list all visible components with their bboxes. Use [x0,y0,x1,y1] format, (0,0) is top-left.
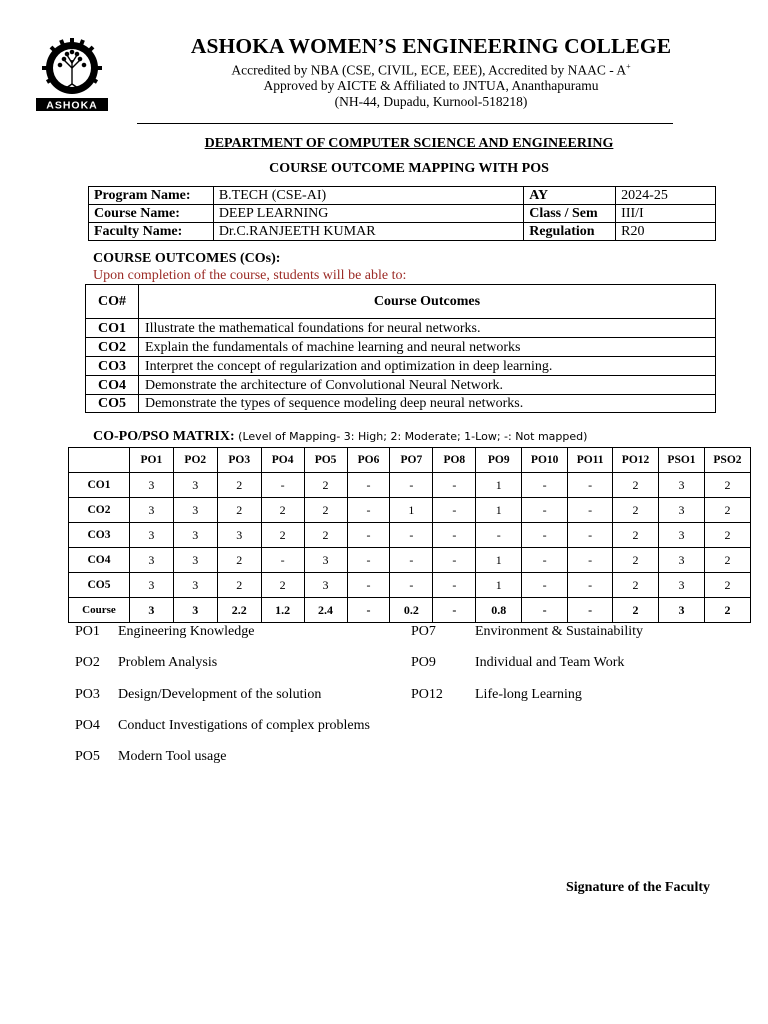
matrix-col-header: PSO2 [704,448,750,473]
matrix-cell: 2 [704,598,750,623]
matrix-cell: 2 [613,598,659,623]
matrix-cell: - [433,573,476,598]
matrix-col-header: PO7 [390,448,433,473]
po-code: PO2 [75,655,100,671]
matrix-col-header: PO9 [476,448,522,473]
matrix-cell: - [433,473,476,498]
co-number-header: CO# [86,285,139,319]
matrix-cell: - [347,598,390,623]
matrix-cell: 2 [304,473,347,498]
outcomes-intro: Upon completion of the course, students will be able to: [93,268,407,283]
co-po-matrix-table [68,447,751,623]
faculty-label: Faculty Name: [89,223,214,241]
matrix-heading: CO-PO/PSO MATRIX: [93,429,235,444]
po-name: Problem Analysis [118,655,218,671]
matrix-cell: 2 [704,548,750,573]
matrix-cell: 3 [304,548,347,573]
faculty-signature: Signature of the Faculty [566,880,711,895]
matrix-cell: - [347,548,390,573]
matrix-cell: - [568,573,613,598]
matrix-row [69,598,751,623]
course-outcomes-table [85,284,716,413]
matrix-cell: - [433,598,476,623]
matrix-col-header: PO4 [261,448,304,473]
matrix-cell: 2 [217,473,261,498]
outcome-row [86,338,716,357]
matrix-cell: - [261,473,304,498]
matrix-cell: - [433,523,476,548]
course-info-table [88,186,716,241]
matrix-cell: 2 [613,498,659,523]
outcome-id: CO5 [86,395,139,413]
matrix-legend: (Level of Mapping- 3: High; 2: Moderate; 1-Low; -: Not mapped) [234,430,588,443]
matrix-col-header: PO6 [347,448,390,473]
matrix-cell: 1 [476,573,522,598]
matrix-cell: - [390,573,433,598]
outcome-id: CO3 [86,357,139,376]
po-name: Environment & Sustainability [475,624,643,639]
matrix-cell: 1 [476,548,522,573]
matrix-cell: - [568,548,613,573]
matrix-cell: 1 [476,498,522,523]
outcome-id: CO1 [86,319,139,338]
matrix-col-header: PO3 [217,448,261,473]
matrix-cell: - [433,548,476,573]
document-title: COURSE OUTCOME MAPPING WITH POS [269,161,549,176]
matrix-cell: 3 [659,498,705,523]
matrix-cell: 1 [390,498,433,523]
matrix-cell: - [347,523,390,548]
matrix-cell: 2 [261,523,304,548]
po-code: PO7 [411,624,436,639]
matrix-corner-cell [69,448,130,473]
matrix-cell: 0.8 [476,598,522,623]
course-label: Course Name: [89,205,214,223]
matrix-col-header: PO10 [522,448,568,473]
matrix-cell: 2 [613,473,659,498]
matrix-cell: 3 [173,473,217,498]
po-name: Design/Development of the solution [118,686,322,702]
matrix-cell: 3 [173,598,217,623]
matrix-cell: - [347,573,390,598]
matrix-row [69,523,751,548]
outcomes-heading: COURSE OUTCOMES (COs): [93,251,281,266]
matrix-row-label: CO5 [69,573,130,598]
matrix-cell: 3 [659,573,705,598]
matrix-cell: 2 [217,573,261,598]
matrix-cell: 3 [129,498,173,523]
matrix-cell: 3 [173,523,217,548]
matrix-cell: 3 [659,523,705,548]
matrix-col-header: PO5 [304,448,347,473]
matrix-cell: - [476,523,522,548]
matrix-col-header: PSO1 [659,448,705,473]
accreditation-sup: + [626,62,631,71]
matrix-cell: - [522,548,568,573]
matrix-cell: - [347,473,390,498]
college-logo [34,38,110,112]
po-code: PO4 [75,717,100,733]
outcome-text: Interpret the concept of regularization and optimization in deep learning. [138,357,715,376]
outcome-text: Illustrate the mathematical foundations for neural networks. [138,319,715,338]
matrix-cell: 3 [173,548,217,573]
matrix-cell: 3 [304,573,347,598]
matrix-row [69,498,751,523]
outcome-text: Demonstrate the types of sequence modeling deep neural networks. [138,395,715,413]
logo-text: ASHOKA [46,99,98,112]
matrix-cell: - [390,548,433,573]
matrix-cell: - [568,498,613,523]
matrix-col-header: PO11 [568,448,613,473]
matrix-row-label: CO1 [69,473,130,498]
matrix-cell: 0.2 [390,598,433,623]
matrix-cell: 2 [217,548,261,573]
regulation-label: Regulation [524,223,616,241]
matrix-cell: 3 [659,598,705,623]
matrix-cell: - [568,523,613,548]
matrix-col-header: PO2 [173,448,217,473]
approval-line: Approved by AICTE & Affiliated to JNTUA, Ananthapuramu [263,78,599,93]
matrix-row [69,473,751,498]
matrix-row-label: CO4 [69,548,130,573]
outcome-text: Explain the fundamentals of machine learning and neural networks [138,338,715,357]
matrix-cell: - [522,473,568,498]
ay-value: 2024-25 [616,187,716,205]
matrix-cell: 3 [129,473,173,498]
matrix-cell: 3 [659,473,705,498]
class-label: Class / Sem [524,205,616,223]
matrix-cell: 2 [704,573,750,598]
matrix-heading-line [93,429,587,445]
matrix-cell: - [568,598,613,623]
matrix-cell: 3 [129,548,173,573]
college-title: ASHOKA WOMEN’S ENGINEERING COLLEGE [190,34,672,58]
matrix-cell: 1.2 [261,598,304,623]
matrix-cell: 2 [613,523,659,548]
matrix-col-header: PO8 [433,448,476,473]
program-label: Program Name: [89,187,214,205]
matrix-cell: 3 [217,523,261,548]
matrix-row-label: CO3 [69,523,130,548]
matrix-cell: - [522,498,568,523]
program-value: B.TECH (CSE-AI) [213,187,523,205]
matrix-cell: 2 [304,498,347,523]
matrix-cell: 2 [704,498,750,523]
outcome-text: Demonstrate the architecture of Convolutional Neural Network. [138,376,715,395]
matrix-cell: 3 [129,573,173,598]
matrix-col-header: PO1 [129,448,173,473]
matrix-cell: - [390,523,433,548]
po-code: PO5 [75,749,100,765]
matrix-cell: 2 [217,498,261,523]
matrix-cell: 3 [129,523,173,548]
accreditation-line [120,62,742,79]
matrix-row-label: Course [69,598,130,623]
address-line: (NH-44, Dupadu, Kurnool-518218) [334,94,528,109]
department-title: DEPARTMENT OF COMPUTER SCIENCE AND ENGINEERING [204,136,614,151]
outcome-id: CO4 [86,376,139,395]
outcome-row [86,376,716,395]
matrix-cell: 1 [476,473,522,498]
matrix-cell: - [433,498,476,523]
accreditation-text: Accredited by NBA (CSE, CIVIL, ECE, EEE), Accredited by NAAC - A [231,62,627,78]
matrix-cell: 2 [704,523,750,548]
matrix-cell: 2 [613,573,659,598]
matrix-col-header: PO12 [613,448,659,473]
header-divider [137,123,673,124]
matrix-cell: 3 [129,598,173,623]
matrix-cell: 2 [613,548,659,573]
po-code: PO12 [411,686,443,702]
matrix-cell: - [390,473,433,498]
matrix-cell: - [522,523,568,548]
matrix-cell: 2.4 [304,598,347,623]
outcome-id: CO2 [86,338,139,357]
course-value: DEEP LEARNING [213,205,523,223]
matrix-cell: 2 [261,498,304,523]
po-code: PO3 [75,686,100,702]
po-name: Life-long Learning [475,686,582,702]
outcome-row [86,319,716,338]
po-code: PO1 [75,624,100,639]
matrix-cell: 2 [704,473,750,498]
matrix-cell: - [568,473,613,498]
matrix-cell: 2 [261,573,304,598]
matrix-row [69,548,751,573]
matrix-cell: 3 [659,548,705,573]
po-name: Engineering Knowledge [118,624,255,639]
matrix-cell: 3 [173,498,217,523]
matrix-cell: 3 [173,573,217,598]
regulation-value: R20 [616,223,716,241]
matrix-row-label: CO2 [69,498,130,523]
matrix-cell: 2 [304,523,347,548]
matrix-cell: - [347,498,390,523]
co-text-header: Course Outcomes [138,285,715,319]
matrix-cell: - [522,598,568,623]
outcome-row [86,395,716,413]
outcome-row [86,357,716,376]
class-value: III/I [616,205,716,223]
po-code: PO9 [411,655,436,671]
po-name: Individual and Team Work [475,655,625,671]
matrix-row [69,573,751,598]
po-name: Conduct Investigations of complex problems [118,717,370,733]
po-name: Modern Tool usage [118,749,227,765]
matrix-cell: - [522,573,568,598]
ay-label: AY [524,187,616,205]
matrix-cell: 2.2 [217,598,261,623]
faculty-value: Dr.C.RANJEETH KUMAR [213,223,523,241]
matrix-cell: - [261,548,304,573]
